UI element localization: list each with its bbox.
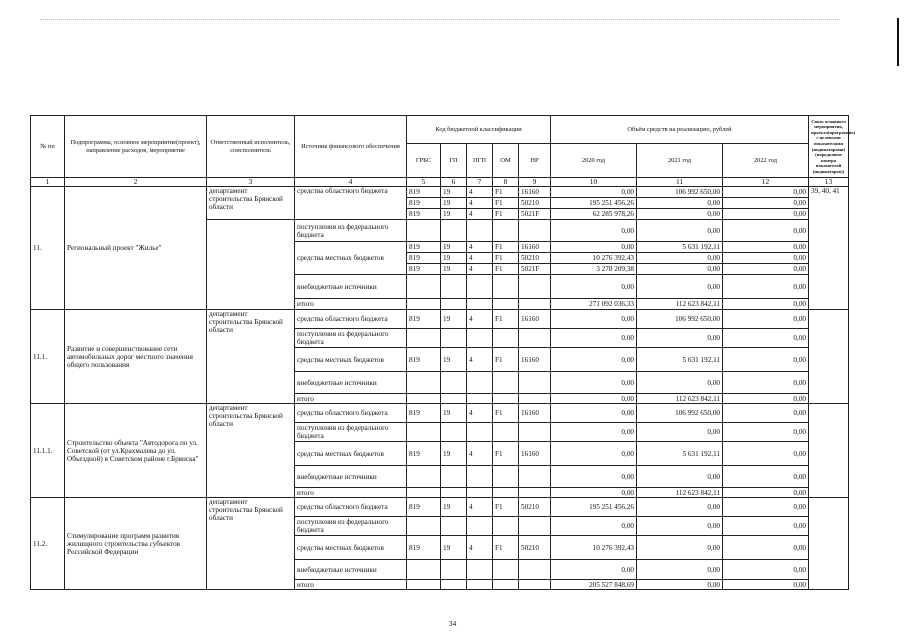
row-executor: департамент строительства Брянской области [207,187,295,220]
cell-nr: 16160 [519,187,551,198]
cell-2020: 0,00 [551,560,637,580]
cell-2021: 0,00 [637,253,723,264]
cell-om: F1 [493,253,519,264]
header-dotted-line [40,19,840,22]
cell-om [493,394,519,404]
source-total: итого [295,299,407,310]
cell-pgp: 4 [467,310,493,329]
source-local: средства местных бюджетов [295,536,407,560]
cell-gp: 19 [441,209,467,220]
cell-nr [519,466,551,488]
cell-2020: 0,00 [551,220,637,242]
cell-2022: 0,00 [723,488,809,498]
cell-pgp [467,329,493,348]
cell-nr: 50210 [519,498,551,517]
cell-2021: 0,00 [637,264,723,275]
cell-link [809,498,849,590]
row-number: 11.1. [31,310,65,404]
header-gp: ГП [441,144,467,178]
cell-2020: 0,00 [551,442,637,466]
cell-link: 39, 40, 41 [809,187,849,310]
executor-blank [207,220,295,310]
cell-2020: 195 251 456,26 [551,498,637,517]
cell-grbs: 819 [407,187,441,198]
cell-2021: 0,00 [637,560,723,580]
cell-nr: 16160 [519,442,551,466]
cell-pgp: 4 [467,264,493,275]
cell-2020: 0,00 [551,329,637,348]
cell-2022: 0,00 [723,498,809,517]
cell-grbs: 819 [407,253,441,264]
cell-nr: 16160 [519,348,551,372]
cell-grbs [407,488,441,498]
cell-2020: 0,00 [551,348,637,372]
cell-grbs [407,299,441,310]
colnum: 11 [637,178,723,187]
colnum: 8 [493,178,519,187]
cell-2021: 0,00 [637,220,723,242]
source-extra: внебюджетные источники [295,466,407,488]
cell-nr [519,329,551,348]
cell-nr [519,580,551,590]
table-row [31,187,849,198]
source-local: средства местных бюджетов [295,348,407,372]
row-title: Строительство объекта "Автодорога по ул. Советской (от ул.Крахмалева до ул. Объездной) в Советском районе г.Брянска" [65,404,207,498]
cell-grbs [407,394,441,404]
cell-link [809,404,849,498]
cell-nr [519,488,551,498]
cell-gp [441,423,467,442]
cell-pgp: 4 [467,442,493,466]
cell-2021: 0,00 [637,466,723,488]
row-title: Стимулирование программ развития жилищного строительства субъектов Российской Федерации [65,498,207,590]
cell-grbs: 819 [407,242,441,253]
colnum: 6 [441,178,467,187]
cell-pgp: 4 [467,348,493,372]
header-2021: 2021 год [637,144,723,178]
row-number: 11.1.1. [31,404,65,498]
cell-2020: 0,00 [551,275,637,299]
cell-grbs: 819 [407,209,441,220]
cell-pgp: 4 [467,209,493,220]
cell-om [493,488,519,498]
cell-2021: 5 631 192,11 [637,242,723,253]
cell-2020: 0,00 [551,310,637,329]
cell-grbs: 819 [407,498,441,517]
cell-pgp: 4 [467,242,493,253]
source-oblast: средства областного бюджета [295,310,407,329]
cell-2021: 0,00 [637,372,723,394]
cell-gp: 19 [441,242,467,253]
colnum: 2 [65,178,207,187]
financing-table-container [30,115,856,590]
cell-om: F1 [493,404,519,423]
colnum: 4 [295,178,407,187]
cell-2021: 0,00 [637,498,723,517]
cell-nr: 16160 [519,404,551,423]
header-source: Источник финансового обеспечения [295,116,407,178]
cell-2022: 0,00 [723,404,809,423]
row-number: 11.2. [31,498,65,590]
table-row [31,404,849,423]
cell-gp [441,275,467,299]
cell-2020: 271 092 036,33 [551,299,637,310]
cell-gp: 19 [441,442,467,466]
cell-2022: 0,00 [723,423,809,442]
cell-om [493,329,519,348]
cell-grbs [407,517,441,536]
cell-grbs [407,466,441,488]
cell-2020: 0,00 [551,404,637,423]
cell-2021: 0,00 [637,517,723,536]
cell-2022: 0,00 [723,348,809,372]
cell-om: F1 [493,264,519,275]
cell-2022: 0,00 [723,299,809,310]
cell-om: F1 [493,242,519,253]
source-oblast: средства областного бюджета [295,187,407,220]
cell-gp: 19 [441,498,467,517]
cell-nr: 16160 [519,242,551,253]
cell-2022: 0,00 [723,220,809,242]
colnum: 3 [207,178,295,187]
cell-gp [441,517,467,536]
cell-pgp: 4 [467,198,493,209]
cell-gp: 19 [441,536,467,560]
cell-nr [519,372,551,394]
header-2020: 2020 год [551,144,637,178]
cell-om: F1 [493,310,519,329]
cell-pgp: 4 [467,404,493,423]
cell-om: F1 [493,536,519,560]
cell-gp: 19 [441,404,467,423]
source-federal: поступления из федерального бюджета [295,329,407,348]
cell-nr: 50210 [519,198,551,209]
colnum: 12 [723,178,809,187]
cell-nr [519,517,551,536]
cell-2022: 0,00 [723,253,809,264]
cell-link [809,310,849,404]
cell-2021: 5 631 192,11 [637,442,723,466]
cell-nr: 50210 [519,253,551,264]
cell-pgp: 4 [467,253,493,264]
cell-pgp [467,580,493,590]
cell-2022: 0,00 [723,536,809,560]
cell-2022: 0,00 [723,517,809,536]
source-extra: внебюджетные источники [295,372,407,394]
source-extra: внебюджетные источники [295,275,407,299]
cell-2020: 62 285 978,26 [551,209,637,220]
header-budget-code: Код бюджетной классификации [407,116,551,144]
cell-2021: 5 631 192,11 [637,348,723,372]
cell-om: F1 [493,442,519,466]
cell-gp [441,299,467,310]
cell-om [493,517,519,536]
cell-nr [519,299,551,310]
margin-rule [897,18,899,66]
financing-table [30,115,856,590]
cell-grbs: 819 [407,404,441,423]
cell-2021: 0,00 [637,198,723,209]
cell-2020: 205 527 848,69 [551,580,637,590]
cell-2022: 0,00 [723,242,809,253]
source-total: итого [295,580,407,590]
cell-pgp [467,423,493,442]
cell-om [493,275,519,299]
cell-2021: 106 992 650,00 [637,310,723,329]
cell-2020: 0,00 [551,394,637,404]
cell-2020: 0,00 [551,187,637,198]
cell-2020: 0,00 [551,423,637,442]
header-nr: НР [519,144,551,178]
cell-2020: 0,00 [551,488,637,498]
cell-om [493,220,519,242]
cell-2020: 10 276 392,43 [551,253,637,264]
cell-nr: 5021F [519,264,551,275]
cell-2020: 0,00 [551,372,637,394]
cell-pgp [467,466,493,488]
cell-gp [441,466,467,488]
cell-om [493,372,519,394]
cell-2021: 0,00 [637,329,723,348]
cell-gp: 19 [441,198,467,209]
cell-2021: 106 992 650,00 [637,187,723,198]
cell-2022: 0,00 [723,275,809,299]
column-number-row [31,178,849,187]
cell-gp [441,394,467,404]
cell-gp: 19 [441,253,467,264]
cell-pgp [467,517,493,536]
cell-om: F1 [493,187,519,198]
cell-2020: 0,00 [551,466,637,488]
cell-nr: 5021F [519,209,551,220]
cell-2022: 0,00 [723,198,809,209]
source-local: средства местных бюджетов [295,442,407,466]
cell-2022: 0,00 [723,187,809,198]
cell-2022: 0,00 [723,264,809,275]
cell-2022: 0,00 [723,580,809,590]
cell-grbs: 819 [407,348,441,372]
table-row [31,498,849,517]
cell-nr [519,275,551,299]
source-oblast: средства областного бюджета [295,404,407,423]
cell-om [493,560,519,580]
cell-2021: 0,00 [637,423,723,442]
cell-om: F1 [493,348,519,372]
cell-2021: 0,00 [637,209,723,220]
cell-2022: 0,00 [723,372,809,394]
cell-pgp [467,220,493,242]
header-volume: Объём средств на реализацию, рублей [551,116,809,144]
cell-om [493,580,519,590]
source-federal: поступления из федерального бюджета [295,517,407,536]
cell-pgp: 4 [467,498,493,517]
cell-2020: 3 278 209,38 [551,264,637,275]
cell-2022: 0,00 [723,442,809,466]
cell-grbs: 819 [407,198,441,209]
header-grbs: ГРБС [407,144,441,178]
cell-grbs [407,275,441,299]
cell-pgp: 4 [467,187,493,198]
cell-pgp [467,299,493,310]
cell-nr [519,220,551,242]
cell-nr: 16160 [519,310,551,329]
cell-gp [441,220,467,242]
cell-grbs: 819 [407,442,441,466]
header-program: Подпрограмма, основное мероприятие(проект), направление расходов, мероприятие [65,116,207,178]
cell-pgp [467,275,493,299]
cell-gp: 19 [441,264,467,275]
table-row [31,310,849,329]
cell-nr [519,394,551,404]
colnum: 13 [809,178,849,187]
cell-om [493,466,519,488]
cell-grbs [407,560,441,580]
cell-nr [519,423,551,442]
cell-gp [441,580,467,590]
cell-2021: 112 623 842,11 [637,488,723,498]
cell-grbs [407,329,441,348]
cell-gp: 19 [441,187,467,198]
cell-pgp [467,488,493,498]
cell-2022: 0,00 [723,329,809,348]
page-number: 34 [448,619,457,628]
cell-pgp [467,560,493,580]
cell-om [493,299,519,310]
colnum: 9 [519,178,551,187]
cell-2022: 0,00 [723,310,809,329]
cell-2021: 0,00 [637,536,723,560]
cell-om [493,423,519,442]
cell-2021: 0,00 [637,580,723,590]
cell-2022: 0,00 [723,209,809,220]
cell-gp: 19 [441,310,467,329]
cell-pgp: 4 [467,536,493,560]
cell-2021: 112 623 842,11 [637,299,723,310]
source-total: итого [295,394,407,404]
cell-pgp [467,372,493,394]
row-executor: департамент строительства Брянской области [207,310,295,404]
cell-2022: 0,00 [723,394,809,404]
source-oblast: средства областного бюджета [295,498,407,517]
colnum: 5 [407,178,441,187]
header-2022: 2022 год [723,144,809,178]
source-federal: поступления из федерального бюджета [295,220,407,242]
colnum: 7 [467,178,493,187]
cell-gp [441,372,467,394]
cell-2020: 195 251 456,26 [551,198,637,209]
cell-nr: 50210 [519,536,551,560]
source-local: средства местных бюджетов [295,242,407,275]
cell-2020: 0,00 [551,242,637,253]
row-number: 11. [31,187,65,310]
cell-2022: 0,00 [723,560,809,580]
colnum: 1 [31,178,65,187]
header-no: № пп [31,116,65,178]
cell-grbs: 819 [407,310,441,329]
cell-2020: 0,00 [551,517,637,536]
cell-grbs [407,580,441,590]
colnum: 10 [551,178,637,187]
cell-nr [519,560,551,580]
cell-om: F1 [493,498,519,517]
cell-om: F1 [493,198,519,209]
cell-grbs [407,423,441,442]
cell-grbs [407,372,441,394]
source-total: итого [295,488,407,498]
source-federal: поступления из федерального бюджета [295,423,407,442]
cell-2022: 0,00 [723,466,809,488]
cell-2021: 106 992 650,00 [637,404,723,423]
header-link: Связь основного мероприятия, проекта(программы) с целевыми показателями (индикаторами) (порядковые номера показателей (индикаторов)) [809,116,849,178]
source-extra: внебюджетные источники [295,560,407,580]
cell-gp [441,329,467,348]
header-pgp: ПГП [467,144,493,178]
row-executor: департамент строительства Брянской области [207,404,295,498]
cell-om: F1 [493,209,519,220]
cell-2021: 0,00 [637,275,723,299]
cell-grbs: 819 [407,264,441,275]
header-executor: Ответственный исполнитель, соисполнитель [207,116,295,178]
cell-grbs [407,220,441,242]
header-om: ОМ [493,144,519,178]
cell-gp [441,488,467,498]
row-executor: департамент строительства Брянской области [207,498,295,590]
cell-2020: 10 276 392,43 [551,536,637,560]
row-title: Региональный проект "Жилье" [65,187,207,310]
row-title: Развитие и совершенствование сети автомобильных дорог местного значения общего пользования [65,310,207,404]
cell-2021: 112 623 842,11 [637,394,723,404]
cell-gp: 19 [441,348,467,372]
cell-gp [441,560,467,580]
cell-grbs: 819 [407,536,441,560]
cell-pgp [467,394,493,404]
